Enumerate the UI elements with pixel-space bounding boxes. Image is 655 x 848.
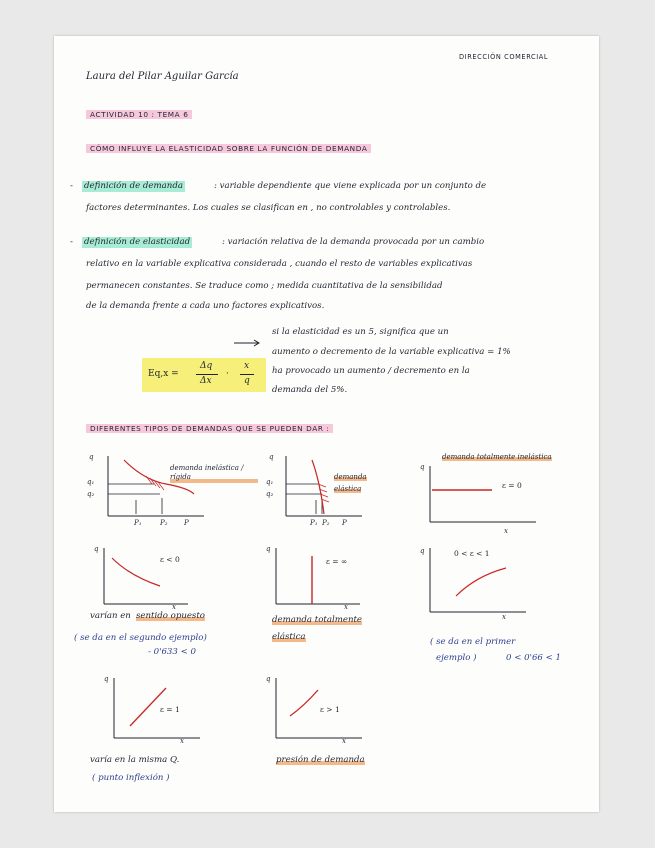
elasticity-value: ε < 0: [160, 555, 180, 564]
graph-elastic-positive: [272, 676, 372, 752]
section-title: DIFERENTES TIPOS DE DEMANDAS QUE SE PUEDEN DAR :: [86, 424, 333, 433]
elasticity-value: ε > 1: [320, 705, 340, 714]
axis-label: q: [420, 463, 425, 471]
elasticity-value: ε = ∞: [326, 557, 348, 566]
graph-unit-elasticity: [110, 676, 210, 752]
elasticity-def-line: permanecen constantes. Se traduce como ; medida cuantitativa de la sensibilidad: [86, 281, 443, 291]
axis-label: q: [94, 545, 99, 553]
axis-tick: P: [184, 519, 189, 527]
bullet-dash: -: [70, 181, 73, 191]
axis-label: q: [89, 453, 94, 461]
arrow-right-icon: [234, 338, 264, 348]
graph-title: demanda totalmente inelástica: [442, 453, 552, 461]
graph-perfectly-elastic: [272, 546, 372, 616]
demand-def-line: factores determinantes. Los cuales se clasifican en , no controlables y controlables.: [86, 203, 451, 213]
activity-title: ACTIVIDAD 10 : TEMA 6: [86, 110, 192, 119]
caption-highlight: presión de demanda: [276, 755, 365, 765]
elasticity-def-line: relativo en la variable explicativa considerada , cuando el resto de variables explicativas: [86, 259, 473, 269]
elasticity-term: definición de elasticidad: [84, 237, 191, 247]
notebook-page: [54, 36, 599, 812]
formula-den2: q: [244, 376, 250, 386]
demand-term: definición de demanda: [84, 181, 183, 191]
axis-label: x: [504, 527, 508, 535]
formula-lhs: Eq,x =: [148, 369, 179, 379]
axis-label: x: [180, 737, 184, 745]
elasticity-value: 0 < ε < 1: [454, 549, 490, 558]
axis-tick: P₁: [134, 519, 142, 527]
caption: varían en: [90, 611, 131, 621]
formula-den1: Δx: [200, 376, 212, 386]
graph-inelastic-positive: [426, 546, 536, 626]
elasticity-def-line: de la demanda frente a cada uno factores explicativos.: [86, 301, 325, 311]
example-line: ha provocado un aumento / decremento en la: [272, 366, 470, 376]
axis-tick: q₁: [266, 478, 274, 486]
axis-tick: P₂: [322, 519, 330, 527]
graph-perfectly-inelastic: [426, 464, 546, 534]
axis-label: q: [104, 675, 109, 683]
fraction-bar: [196, 374, 218, 375]
formula-num1: Δq: [200, 361, 213, 371]
axis-label: x: [502, 613, 506, 621]
question-title: CÓMO INFLUYE LA ELASTICIDAD SOBRE LA FUNCIÓN DE DEMANDA: [86, 144, 371, 153]
caption-note: ( se da en el segundo ejemplo): [74, 633, 207, 643]
example-line: si la elasticidad es un 5, significa que un: [272, 327, 449, 337]
axis-tick: P₂: [160, 519, 168, 527]
caption: varía en la misma Q.: [90, 755, 180, 765]
axis-tick: P₁: [310, 519, 318, 527]
axis-tick: q₁: [87, 478, 95, 486]
graph-negative-elasticity: [100, 546, 200, 616]
bullet-dash: -: [70, 237, 73, 247]
course-title: DIRECCIÓN COMERCIAL: [459, 53, 549, 61]
fraction-bar: [240, 374, 254, 375]
caption-note: - 0'633 < 0: [148, 647, 196, 657]
elasticity-formula-box: [142, 358, 266, 392]
axis-tick: q₂: [87, 490, 95, 498]
author-name: Laura del Pilar Aguilar García: [86, 71, 239, 82]
axis-label: q: [269, 453, 274, 461]
graph-label: elástica: [334, 485, 362, 493]
example-line: demanda del 5%.: [272, 385, 348, 395]
elasticity-def-line: : variación relativa de la demanda provocada por un cambio: [222, 237, 485, 247]
axis-label: x: [344, 603, 348, 611]
demand-def-line: : variable dependiente que viene explicada por un conjunto de: [214, 181, 487, 191]
caption-note: 0 < 0'66 < 1: [506, 653, 562, 663]
formula-num2: x: [244, 361, 250, 371]
graph-label: demanda inelástica / rígida: [170, 464, 258, 483]
caption-note: ejemplo ): [436, 653, 477, 663]
formula-dot: ·: [226, 369, 229, 379]
caption-note: ( punto inflexión ): [92, 773, 170, 783]
axis-tick: q₂: [266, 490, 274, 498]
axis-label: q: [266, 675, 271, 683]
graph-label: demanda: [334, 473, 367, 481]
axis-label: q: [420, 547, 425, 555]
example-line: aumento o decremento de la variable explicativa = 1%: [272, 347, 511, 357]
caption-note: ( se da en el primer: [430, 637, 516, 647]
axis-label: x: [172, 603, 176, 611]
axis-tick: P: [342, 519, 347, 527]
caption-highlight: sentido opuesto: [136, 611, 205, 621]
axis-label: q: [266, 545, 271, 553]
elasticity-value: ε = 0: [502, 481, 522, 490]
caption-highlight: elástica: [272, 632, 306, 642]
elasticity-value: ε = 1: [160, 705, 180, 714]
axis-label: x: [342, 737, 346, 745]
caption-highlight: demanda totalmente: [272, 615, 363, 625]
